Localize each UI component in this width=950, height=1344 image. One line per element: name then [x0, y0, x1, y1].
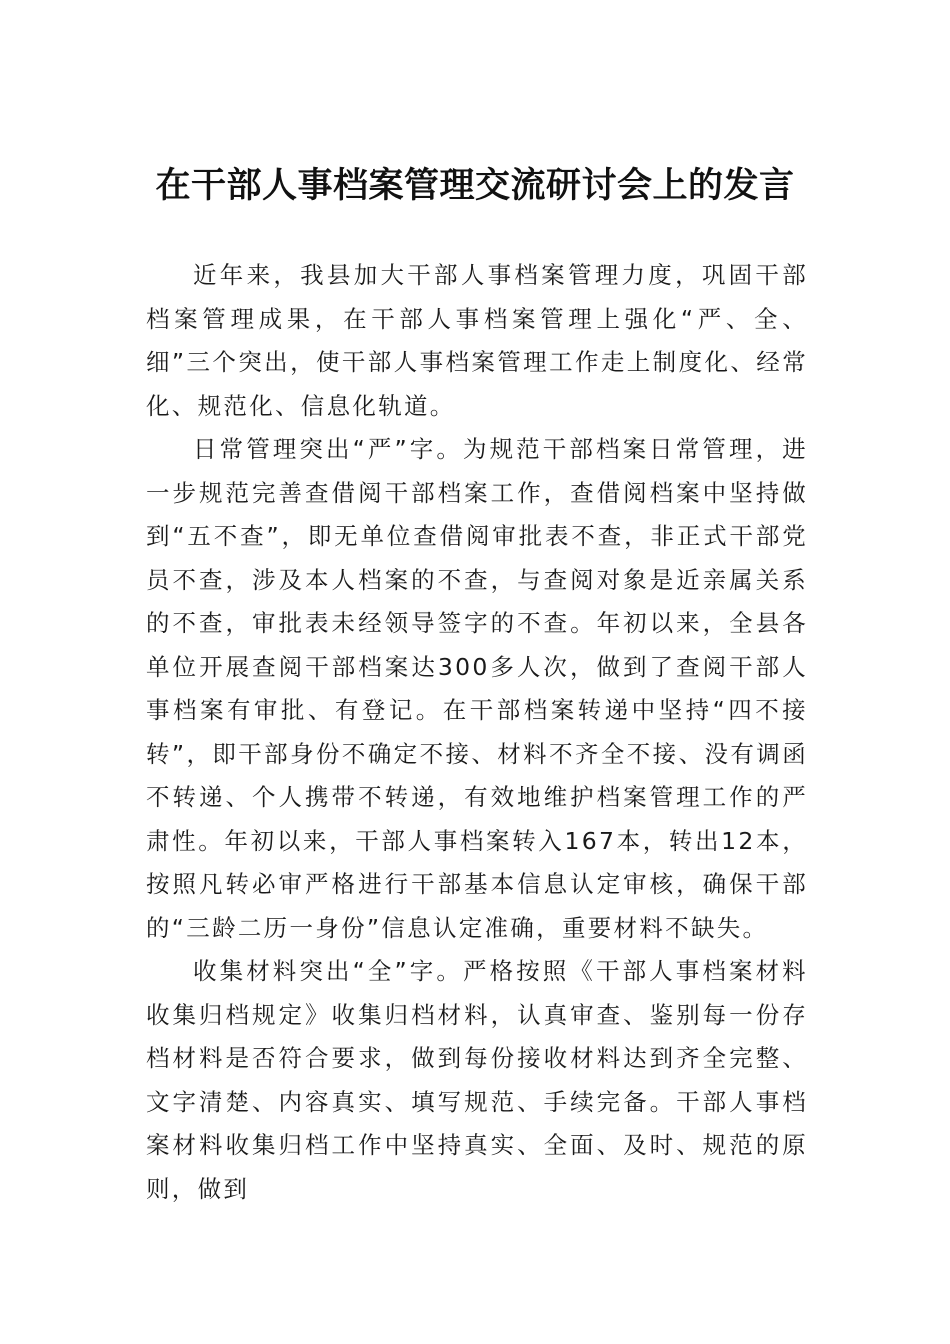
document-body: [146, 254, 808, 1211]
paragraph-material-collection: 收集材料突出“全”字。严格按照《干部人事档案材料收集归档规定》收集归档材料，认真审查、鉴别每一份存档材料是否符合要求，做到每份接收材料达到齐全完整、文字清楚、内容真实、填写规范、手续完备。干部人事档案材料收集归档工作中坚持真实、全面、及时、规范的原则，做到: [146, 957, 808, 1203]
document-title: 在干部人事档案管理交流研讨会上的发言: [155, 165, 795, 206]
paragraph-daily-management: 日常管理突出“严”字。为规范干部档案日常管理，进一步规范完善查借阅干部档案工作，查借阅档案中坚持做到“五不查”，即无单位查借阅审批表不查，非正式干部党员不查，涉及本人档案的不查，与查阅对象是近亲属关系的不查，审批表未经领导签字的不查。年初以来，全县各单位开展查阅干部档案达300多人次，做到了查阅干部人事档案有审批、有登记。在干部档案转递中坚持“四不接转”，即干部身份不确定不接、材料不齐全不接、没有调函不转递、个人携带不转递，有效地维护档案管理工作的严肃性。年初以来，干部人事档案转入167本，转出12本，按照凡转必审严格进行干部基本信息认定审核，确保干部的“三龄二历一身份”信息认定准确，重要材料不缺失。: [146, 435, 808, 942]
paragraph-intro: 近年来，我县加大干部人事档案管理力度，巩固干部档案管理成果，在干部人事档案管理上强化“严、全、细”三个突出，使干部人事档案管理工作走上制度化、经常化、规范化、信息化轨道。: [146, 261, 808, 420]
